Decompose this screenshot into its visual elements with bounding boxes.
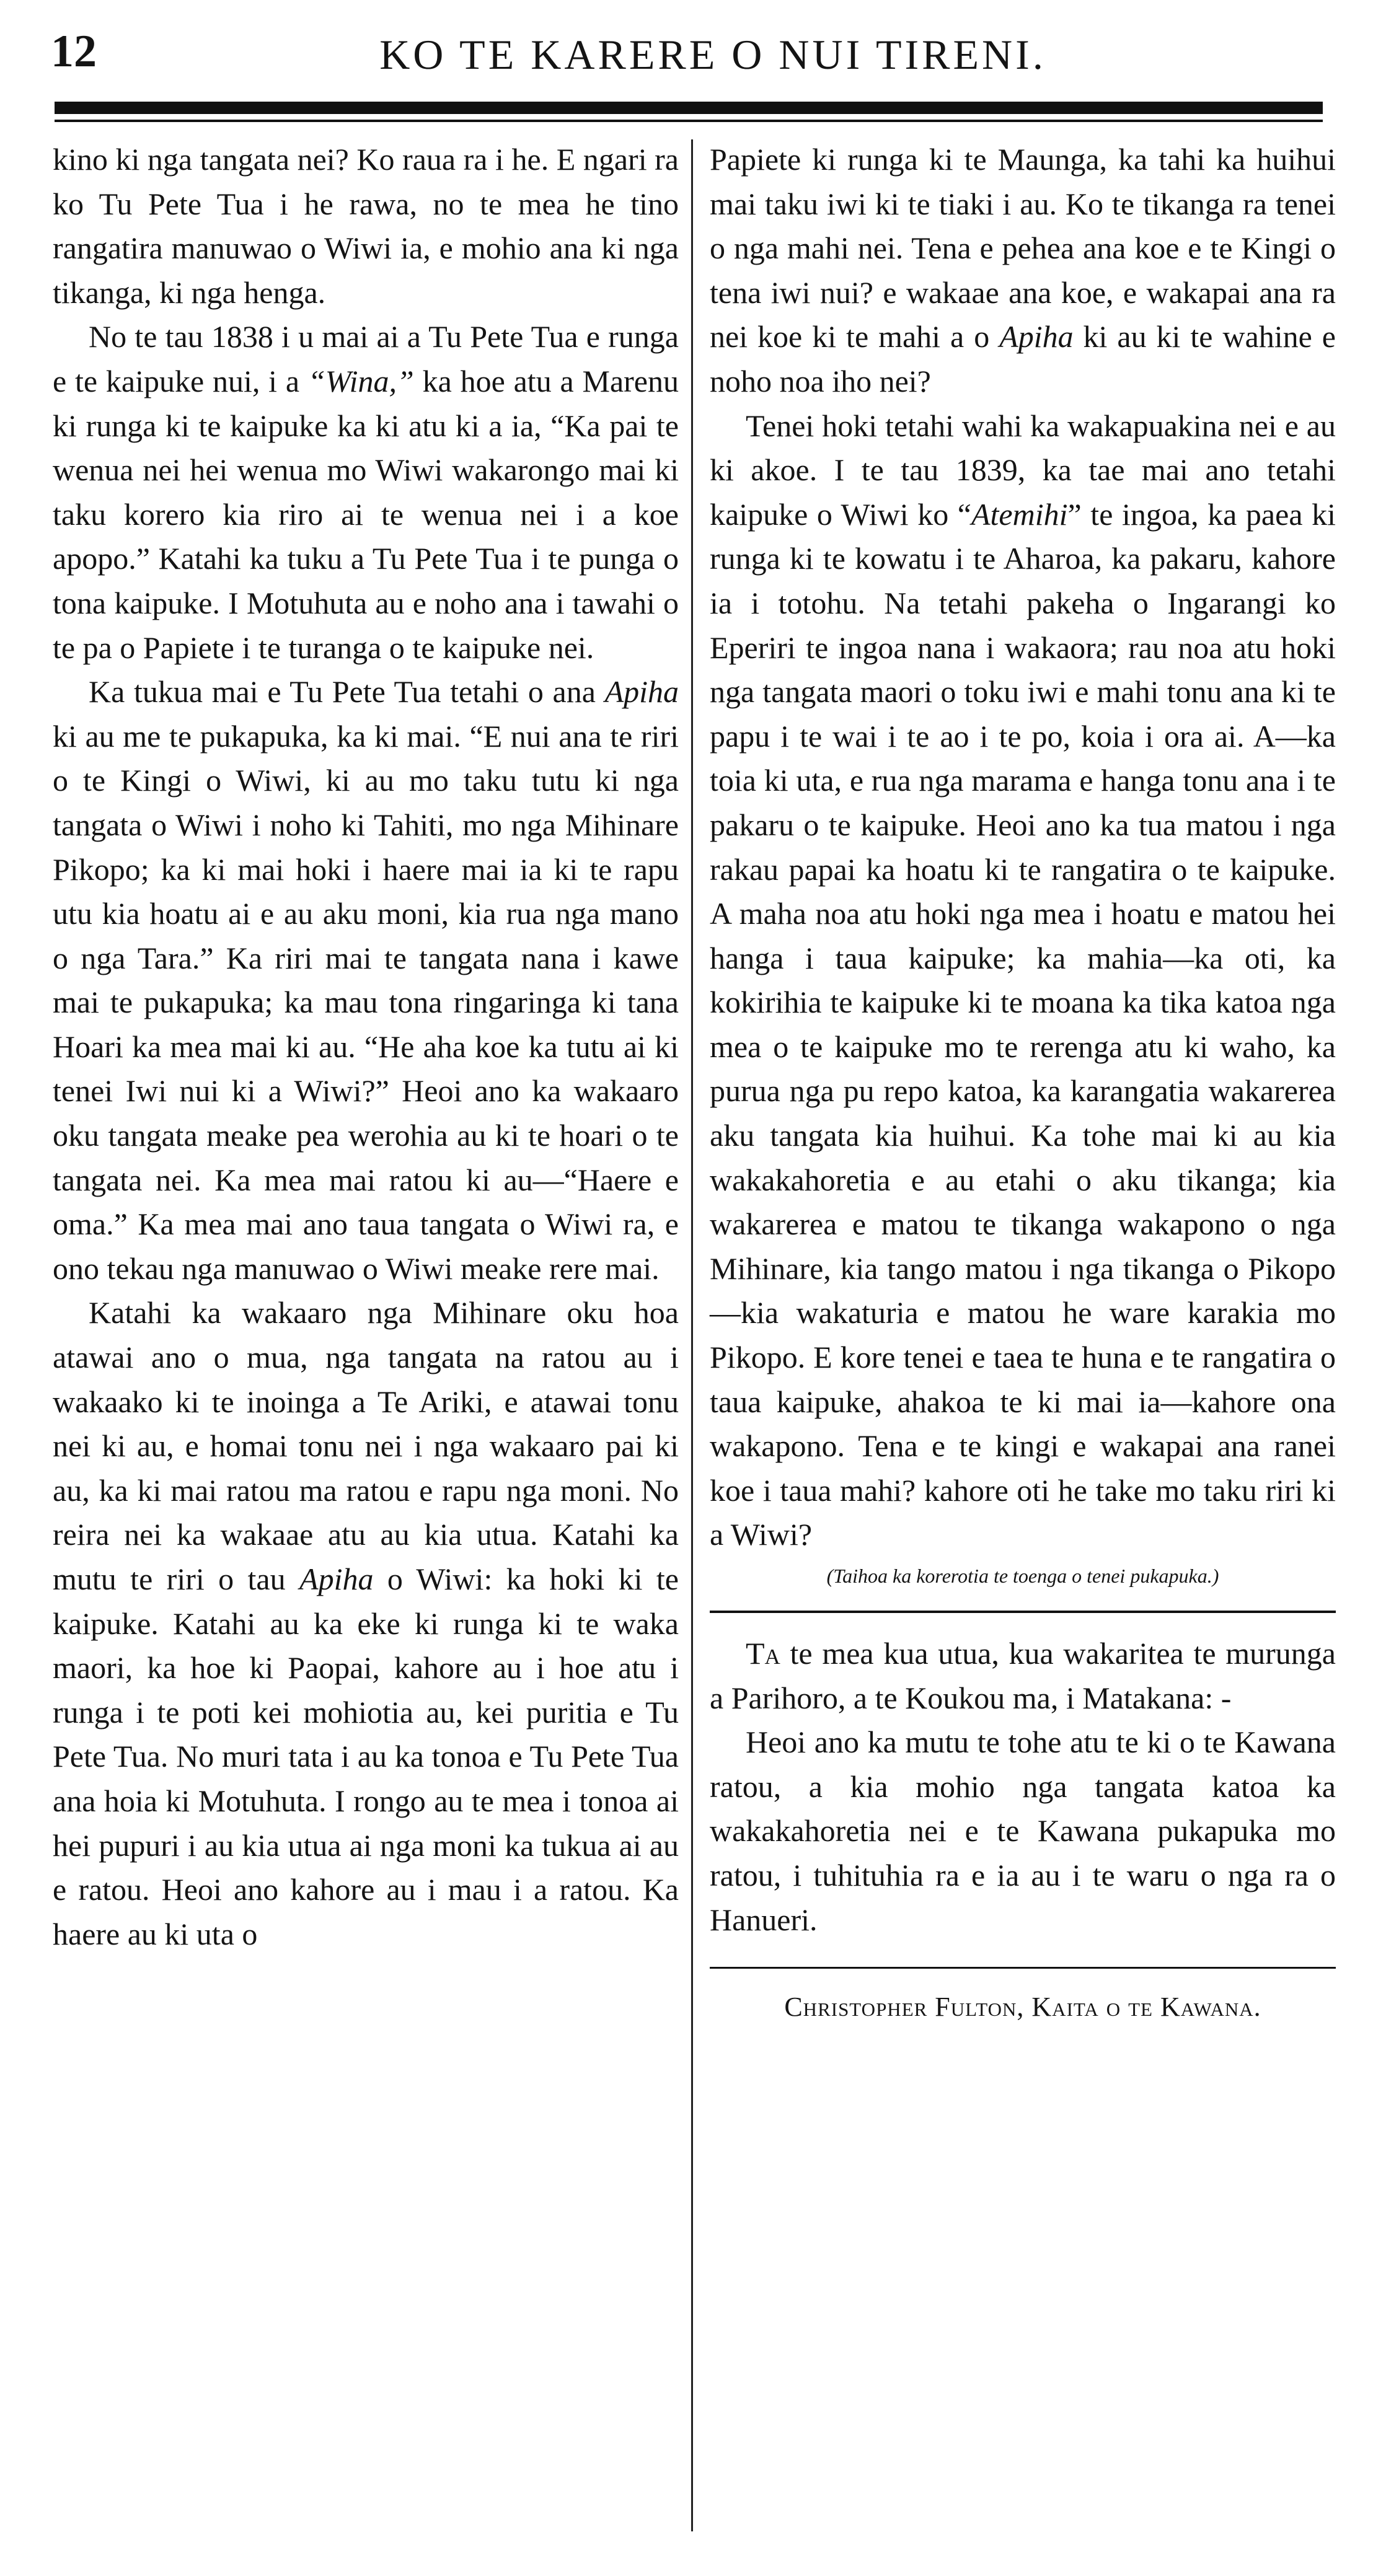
notice-paragraph: Heoi ano ka mutu te tohe atu te ki o te Kawana ratou, a kia mohio nga tangata katoa ka wakakahoretia nei e te Kawana pukapuka mo ratou, i tuhituhia ra e ia au i te waru o nga ra o Hanueri. xyxy=(710,1725,1336,1937)
paragraph: Tenei hoki tetahi wahi ka wakapuakina nei e au ki akoe. I te tau 1839, ka tae mai ano tetahi kaipuke o Wiwi ko “Atemihi” te ingoa, ka paea ki runga ki te kowatu i te Aharoa, ka pakaru, kahore ia i totohu. Na tetahi pakeha o Ingarangi ko Eperiri te ingoa nana i wakaora; rau noa atu hoki nga tangata maori o toku iwi e mahi tonu ana ki te papu i te wai i te ao i te po, koia i ora ai. A—ka toia ki uta, e rua nga marama e hanga tonu ana i te pakaru o te kaipuke. Heoi ano ka tua matou i nga rakau papai ka hoatu ki te rangatira o te kaipuke. A maha noa atu hoki nga mea i hoatu e matou hei hanga i taua kaipuke; ka mahia—ka oti, ka kokirihia te kaipuke ki te moana ka tika katoa nga mea o te kaipuke mo te rerenga atu ki waho, ka purua nga pu repo katoa, ka karangatia wakarerea aku tangata kia huihui. Ka tohe mai ki au kia wakakahoretia e au etahi o aku tikanga; kia wakarerea e matou te tikanga wakapono o nga Mihinare, kia tango matou i nga tikanga o Pikopo—kia wakaturia e matou he ware karakia mo Pikopo. E kore tenei e taea te huna e te rangatira o taua kaipuke, ahakoa te ki mai ia—kahore ona wakapono. Tena e te kingi e wakapai ana ranei koe i taua mahi? kahore oti he take mo taku riri ki a Wiwi? xyxy=(710,408,1336,1552)
signature-line: Christopher Fulton, Kaita o te Kawana. xyxy=(784,1992,1261,2023)
notice-paragraph: Ta te mea kua utua, kua wakaritea te murunga a Parihoro, a te Koukou ma, i Matakana: - xyxy=(710,1636,1336,1715)
newspaper-title: KO TE KARERE O NUI TIRENI. xyxy=(379,31,1046,78)
notice-lead: Ta xyxy=(746,1636,780,1671)
continuation-note: (Taihoa ka korerotia te toenga o tenei pukapuka.) xyxy=(826,1565,1219,1587)
paragraph: kino ki nga tangata nei? Ko raua ra i he. E ngari ra ko Tu Pete Tua i he rawa, no te mea he tino rangatira manuwao o Wiwi ia, e mohio ana ki nga tikanga, ki nga henga. xyxy=(53,142,679,310)
page-number: 12 xyxy=(51,26,97,77)
header-rule-thin xyxy=(55,120,1323,122)
right-column xyxy=(710,138,1336,2026)
column-divider xyxy=(691,139,693,2531)
paragraph: No te tau 1838 i u mai ai a Tu Pete Tua e runga e te kaipuke nui, i a “Wina,” ka hoe atu a Marenu ki runga ki te kaipuke ka ki atu ki a ia, “Ka pai te wenua nei hei wenua mo Wiwi wakarongo mai ki taku korero kia riro ai te wenua nei i a koe apopo.” Katahi ka tuku a Tu Pete Tua i te punga o tona kaipuke. I Motuhuta au e noho ana i tawahi o te pa o Papiete i te turanga o te kaipuke nei. xyxy=(53,319,679,665)
paragraph: Katahi ka wakaaro nga Mihinare oku hoa atawai ano o mua, nga tangata na ratou au i wakaako ki te inoinga a Te Ariki, e atawai tonu nei ki au, e homai tonu nei i nga wakaaro pai ki au, ka ki mai ratou ma ratou e rapu nga moni. No reira nei ka wakaae atu au kia utua. Katahi ka mutu te riri o tau Apiha o Wiwi: ka hoki ki te kaipuke. Katahi au ka eke ki runga ki te waka maori, ka hoe ki Paopai, kahore au i hoe atu i runga i te poti kei mohiotia au, kei puritia e Tu Pete Tua. No muri tata i au ka tonoa e Tu Pete Tua ana hoia ki Motuhuta. I rongo au te mea i tonoa ai hei pupuri i au kia utua ai nga moni ka tukua ai au e ratou. Heoi ano kahore au i mau i a ratou. Ka haere au ki uta o xyxy=(53,1295,679,1951)
paragraph: Papiete ki runga ki te Maunga, ka tahi ka huihui mai taku iwi ki te tiaki i au. Ko te tikanga ra tenei o nga mahi nei. Tena e pehea ana koe e te Kingi o tena iwi nui? e wakaae ana koe, e wakapai ana ra nei koe ki te mahi a o Apiha ki au ki te wahine e noho noa iho nei? xyxy=(710,142,1336,398)
left-column xyxy=(53,138,679,1956)
emphasis-word: Apiha xyxy=(604,674,679,710)
section-divider xyxy=(710,1611,1336,1613)
emphasis-word: Apiha xyxy=(999,319,1074,354)
header-rule-thick xyxy=(55,102,1323,114)
ship-name: Atemihi xyxy=(971,496,1068,532)
emphasis-word: Apiha xyxy=(299,1562,374,1596)
signature-divider xyxy=(710,1967,1336,1969)
ship-name: “Wina,” xyxy=(307,363,414,398)
page-header xyxy=(0,0,1386,99)
paragraph: Ka tukua mai e Tu Pete Tua tetahi o ana Apiha ki au me te pukapuka, ka ki mai. “E nui ana te riri o te Kingi o Wiwi, ki au mo taku tutu ki nga tangata o Wiwi i noho ki Tahiti, mo nga Mihinare Pikopo; ka ki mai hoki i haere mai ia ki te rapu utu kia hoatu ai e au aku moni, kia rua nga mano o nga Tara.” Ka riri mai te tangata nana i kawe mai te pukapuka; ka mau tona ringaringa ki tana Hoari ka mea mai ki au. “He aha koe ka tutu ai ki tenei Iwi nui ki a Wiwi?” Heoi ano ka wakaaro oku tangata meake pea werohia au ki te hoari o te tangata nei. Ka mea mai ratou ki au—“Haere e oma.” Ka mea mai ano taua tangata o Wiwi ra, e ono tekau nga manuwao o Wiwi meake rere mai. xyxy=(53,674,679,1286)
